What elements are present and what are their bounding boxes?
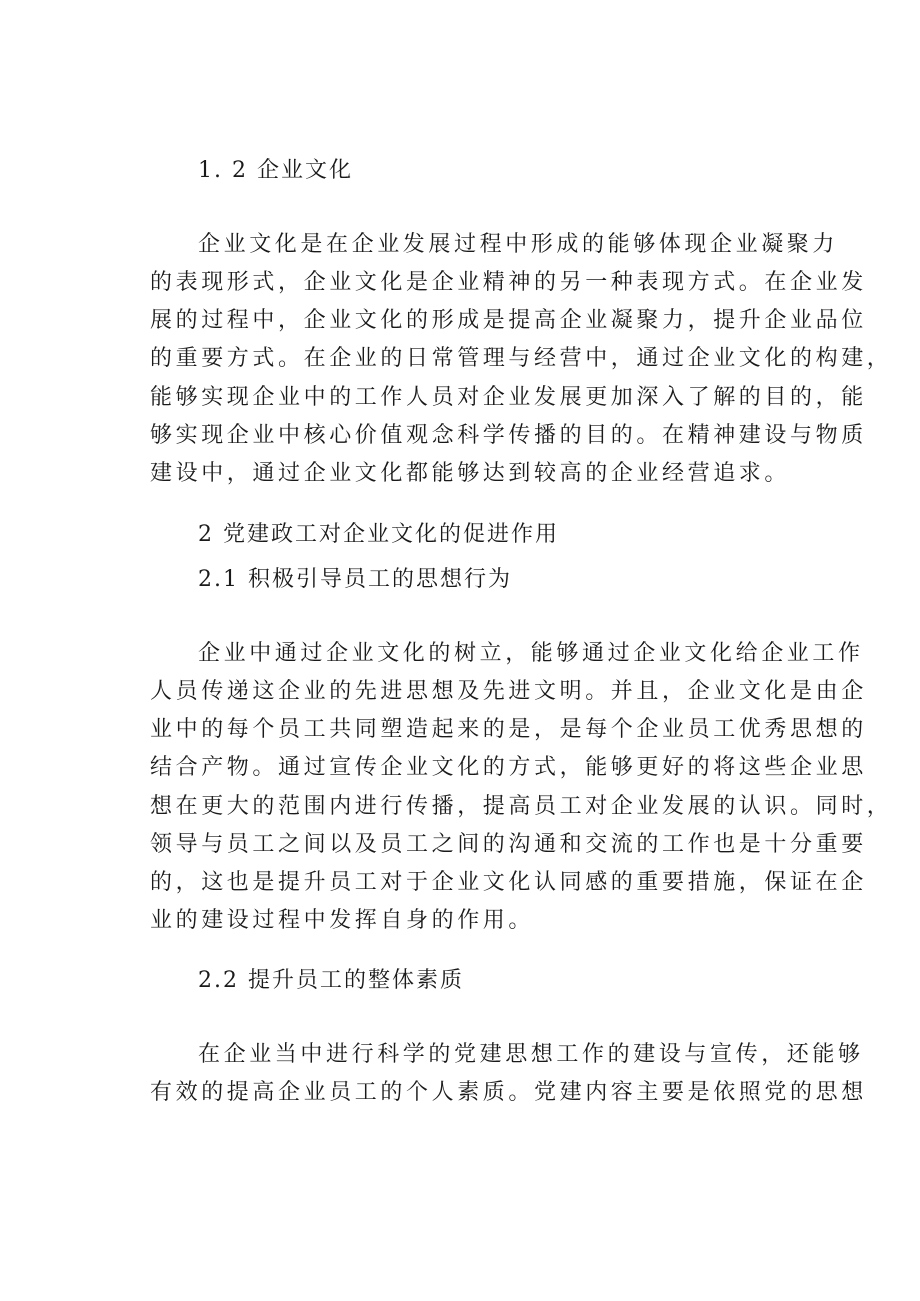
section-heading-2-1: 2.1 积极引导员工的思想行为 xyxy=(198,567,512,592)
paragraph-line: 领导与员工之间以及员工之间的沟通和交流的工作也是十分重要 xyxy=(150,832,867,857)
paragraph-line: 展的过程中，企业文化的形成是提高企业凝聚力，提升企业品位 xyxy=(150,308,867,333)
paragraph-line: 结合产物。通过宣传企业文化的方式，能够更好的将这些企业思 xyxy=(150,755,867,780)
paragraph-line: 在企业当中进行科学的党建思想工作的建设与宣传，还能够 xyxy=(198,1042,864,1067)
paragraph-line: 人员传递这企业的先进思想及先进文明。并且，企业文化是由企 xyxy=(150,679,867,704)
section-heading-2: 2 党建政工对企业文化的促进作用 xyxy=(198,522,559,547)
paragraph-line: 想在更大的范围内进行传播，提高员工对企业发展的认识。同时， xyxy=(150,794,893,819)
paragraph-line: 业的建设过程中发挥自身的作用。 xyxy=(150,908,535,933)
paragraph-line: 能够实现企业中的工作人员对企业发展更加深入了解的目的，能 xyxy=(150,385,867,410)
paragraph-line: 的，这也是提升员工对于企业文化认同感的重要措施，保证在企 xyxy=(150,870,867,895)
paragraph-line: 企业文化是在企业发展过程中形成的能够体现企业凝聚力 xyxy=(198,232,839,257)
paragraph-line: 企业中通过企业文化的树立，能够通过企业文化给企业工作 xyxy=(198,641,864,666)
paragraph-line: 的重要方式。在企业的日常管理与经营中，通过企业文化的构建， xyxy=(150,346,893,371)
paragraph-line: 的表现形式，企业文化是企业精神的另一种表现方式。在企业发 xyxy=(150,270,867,295)
section-heading-1-2: 1. 2 企业文化 xyxy=(198,158,353,183)
paragraph-line: 建设中，通过企业文化都能够达到较高的企业经营追求。 xyxy=(150,461,791,486)
paragraph-line: 业中的每个员工共同塑造起来的是，是每个企业员工优秀思想的 xyxy=(150,717,867,742)
section-heading-2-2: 2.2 提升员工的整体素质 xyxy=(198,968,464,993)
paragraph-line: 有效的提高企业员工的个人素质。党建内容主要是依照党的思想 xyxy=(150,1080,867,1105)
paragraph-line: 够实现企业中核心价值观念科学传播的目的。在精神建设与物质 xyxy=(150,423,867,448)
